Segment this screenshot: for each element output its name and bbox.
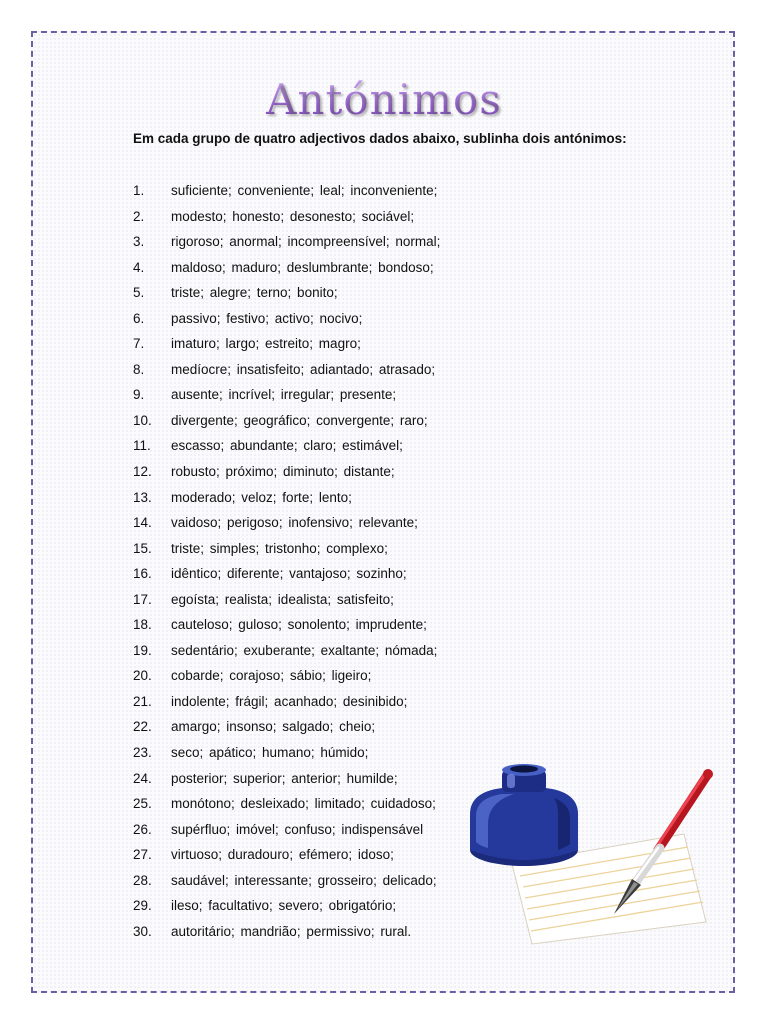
item-number: 4. [133, 259, 145, 275]
exercise-item [133, 663, 440, 689]
item-number: 9. [133, 387, 145, 403]
exercise-item [133, 919, 440, 945]
instruction-text: Em cada grupo de quatro adjectivos dados abaixo, sublinha dois antónimos: [133, 131, 627, 146]
exercise-item [133, 485, 440, 511]
exercise-item [133, 433, 440, 459]
item-words: moderado; veloz; forte; lento; [171, 489, 352, 505]
exercise-item [133, 766, 440, 792]
exercise-item [133, 689, 440, 715]
exercise-item [133, 204, 440, 230]
item-number: 15. [133, 540, 152, 556]
item-number: 11. [133, 438, 151, 454]
item-words: robusto; próximo; diminuto; distante; [171, 464, 395, 480]
item-number: 2. [133, 208, 145, 224]
exercise-item [133, 842, 440, 868]
item-number: 27. [133, 847, 152, 863]
exercise-item [133, 255, 440, 281]
item-number: 28. [133, 872, 152, 888]
item-words: posterior; superior; anterior; humilde; [171, 770, 398, 786]
exercise-item [133, 280, 440, 306]
item-words: monótono; desleixado; limitado; cuidadoso; [171, 796, 436, 812]
item-number: 25. [133, 796, 152, 812]
exercise-item [133, 868, 440, 894]
exercise-item [133, 229, 440, 255]
item-words: divergente; geográfico; convergente; raro; [171, 412, 428, 428]
item-number: 5. [133, 285, 145, 301]
exercise-item [133, 510, 440, 536]
item-words: suficiente; conveniente; leal; inconveniente; [171, 183, 438, 198]
item-words: indolente; frágil; acanhado; desinibido; [171, 693, 408, 709]
exercise-item [133, 791, 440, 817]
item-words: ileso; facultativo; severo; obrigatório; [171, 898, 397, 914]
item-words: medíocre; insatisfeito; adiantado; atrasado; [171, 361, 436, 377]
exercise-item [133, 612, 440, 638]
item-number: 7. [133, 336, 145, 352]
ink-bottle-icon [470, 764, 578, 866]
item-words: idêntico; diferente; vantajoso; sozinho; [171, 566, 407, 582]
page-title: Antónimos [0, 72, 768, 128]
item-number: 1. [133, 183, 145, 198]
item-words: escasso; abundante; claro; estimável; [171, 438, 403, 454]
item-number: 19. [133, 642, 152, 658]
ink-and-pen-illustration [462, 752, 720, 952]
item-words: sedentário; exuberante; exaltante; nómada; [171, 642, 438, 658]
item-words: ausente; incrível; irregular; presente; [171, 387, 397, 403]
item-words: modesto; honesto; desonesto; sociável; [171, 208, 415, 224]
item-number: 8. [133, 361, 145, 377]
exercise-item [133, 306, 440, 332]
exercise-item [133, 893, 440, 919]
item-number: 30. [133, 923, 152, 939]
item-words: autoritário; mandrião; permissivo; rural. [171, 923, 412, 939]
item-words: vaidoso; perigoso; inofensivo; relevante; [171, 515, 418, 531]
item-number: 13. [133, 489, 152, 505]
item-words: amargo; insonso; salgado; cheio; [171, 719, 376, 735]
exercise-item [133, 178, 440, 204]
item-words: cauteloso; guloso; sonolento; imprudente; [171, 617, 427, 633]
item-number: 24. [133, 770, 152, 786]
exercise-item [133, 536, 440, 562]
item-number: 16. [133, 566, 152, 582]
item-number: 18. [133, 617, 152, 633]
antonym-exercise-list [133, 178, 440, 944]
exercise-item [133, 382, 440, 408]
exercise-item [133, 638, 440, 664]
exercise-item [133, 331, 440, 357]
item-number: 21. [133, 693, 152, 709]
item-number: 26. [133, 821, 152, 837]
item-number: 17. [133, 591, 152, 607]
item-number: 10. [133, 412, 152, 428]
item-words: cobarde; corajoso; sábio; ligeiro; [171, 668, 372, 684]
item-words: passivo; festivo; activo; nocivo; [171, 310, 363, 326]
item-number: 23. [133, 745, 152, 761]
item-number: 22. [133, 719, 152, 735]
item-words: supérfluo; imóvel; confuso; indispensável [171, 821, 424, 837]
item-words: triste; simples; tristonho; complexo; [171, 540, 388, 556]
exercise-item [133, 817, 440, 843]
item-words: virtuoso; duradouro; efémero; idoso; [171, 847, 394, 863]
item-words: maldoso; maduro; deslumbrante; bondoso; [171, 259, 434, 275]
exercise-item [133, 561, 440, 587]
exercise-item [133, 408, 440, 434]
item-number: 14. [133, 515, 152, 531]
exercise-item [133, 357, 440, 383]
item-words: seco; apático; humano; húmido; [171, 745, 369, 761]
item-number: 20. [133, 668, 152, 684]
exercise-item [133, 587, 440, 613]
item-words: imaturo; largo; estreito; magro; [171, 336, 361, 352]
item-number: 6. [133, 310, 145, 326]
item-words: egoísta; realista; idealista; satisfeito; [171, 591, 394, 607]
exercise-item [133, 740, 440, 766]
item-number: 3. [133, 234, 145, 250]
item-number: 29. [133, 898, 152, 914]
exercise-item [133, 459, 440, 485]
item-words: triste; alegre; terno; bonito; [171, 285, 338, 301]
item-words: saudável; interessante; grosseiro; delicado; [171, 872, 437, 888]
item-number: 12. [133, 464, 152, 480]
exercise-item [133, 714, 440, 740]
item-words: rigoroso; anormal; incompreensível; normal; [171, 234, 441, 250]
